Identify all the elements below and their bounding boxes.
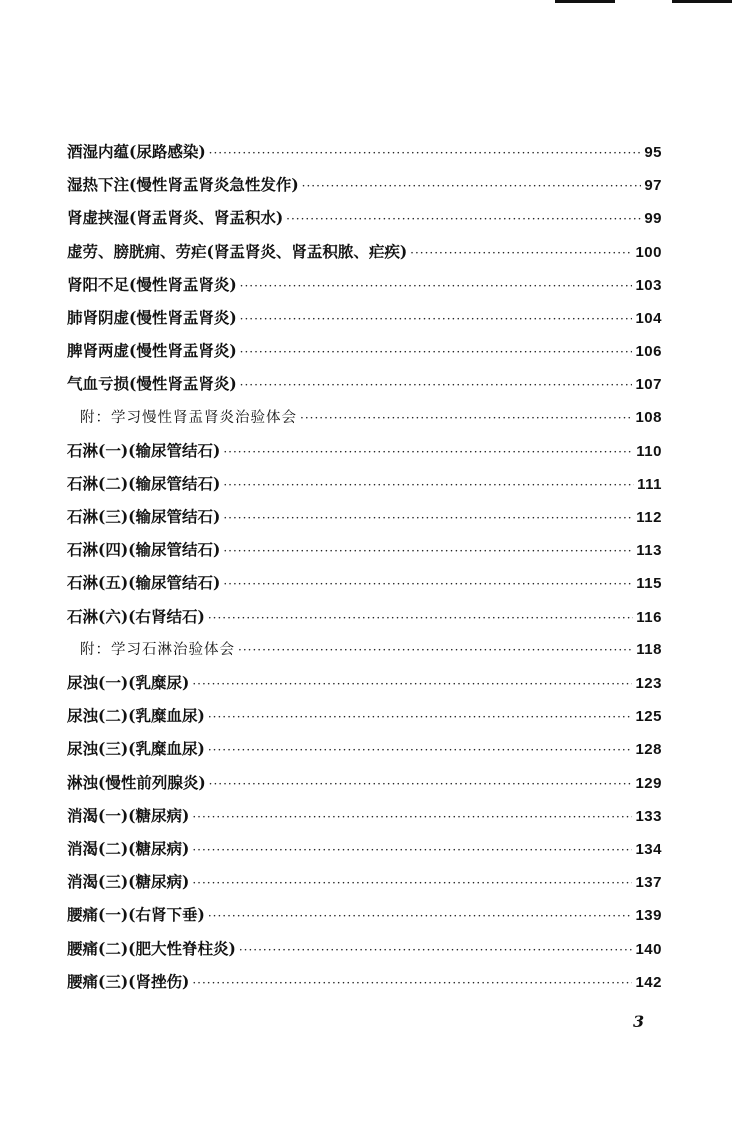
toc-entry-page: 97: [644, 177, 662, 195]
toc-entry: [67, 334, 662, 367]
toc-entry-page: 106: [635, 343, 662, 361]
toc-entry: [67, 235, 662, 268]
toc-entry-title: 尿浊(一)(乳糜尿): [67, 673, 190, 692]
toc-entry: [67, 268, 662, 301]
dot-leader: [192, 668, 632, 701]
toc-entry: [67, 467, 662, 500]
toc-entry: [67, 135, 662, 168]
toc-entry-page: 113: [636, 542, 662, 560]
toc-entry-page: 118: [636, 640, 662, 658]
toc-entry: [67, 666, 662, 699]
toc-entry-page: 142: [635, 973, 662, 991]
toc-entry: [67, 633, 662, 666]
dot-leader: [238, 634, 633, 667]
dot-leader: [208, 602, 633, 635]
table-of-contents: [67, 135, 662, 998]
toc-entry-title: 石淋(二)(输尿管结石): [67, 473, 221, 493]
toc-entry: [67, 401, 662, 434]
dot-leader: [192, 834, 632, 867]
toc-entry-page: 115: [636, 575, 662, 593]
toc-entry-page: 134: [635, 840, 662, 858]
dot-leader: [240, 270, 633, 303]
dot-leader: [239, 934, 633, 967]
dot-leader: [192, 867, 632, 900]
toc-entry-title: 肾虚挟湿(肾盂肾炎、肾盂积水): [67, 208, 284, 228]
toc-entry-title: 酒湿内蕴(尿路感染): [67, 142, 206, 161]
dot-leader: [223, 502, 633, 535]
toc-entry: [67, 600, 662, 633]
toc-entry-page: 116: [636, 608, 662, 626]
top-rule-left: [555, 0, 615, 3]
toc-entry: [67, 500, 662, 533]
toc-entry: [67, 832, 662, 865]
toc-entry-page: 111: [637, 475, 662, 493]
dot-leader: [223, 535, 633, 568]
toc-entry-title: 气血亏损(慢性肾盂肾炎): [67, 374, 237, 394]
toc-entry-title: 石淋(四)(输尿管结石): [67, 540, 221, 560]
toc-entry-title: 尿浊(三)(乳糜血尿): [67, 739, 205, 759]
dot-leader: [223, 469, 634, 502]
toc-entry-title: 肾阳不足(慢性肾盂肾炎): [67, 274, 237, 294]
toc-entry-title: 淋浊(慢性前列腺炎): [67, 772, 206, 792]
dot-leader: [302, 170, 642, 203]
toc-entry: [67, 799, 662, 832]
dot-leader: [300, 402, 632, 435]
page-number: 3: [633, 1012, 645, 1031]
toc-entry-page: 95: [644, 144, 662, 161]
toc-entry-title: 腰痛(三)(肾挫伤): [67, 971, 190, 991]
dot-leader: [208, 734, 633, 767]
toc-entry-page: 123: [635, 675, 662, 692]
toc-entry-page: 133: [635, 807, 662, 825]
toc-entry-title: 消渴(一)(糖尿病): [67, 805, 190, 825]
toc-entry-page: 125: [635, 708, 662, 726]
toc-entry-page: 103: [635, 276, 662, 294]
dot-leader: [209, 137, 642, 170]
toc-entry-title: 石淋(五)(输尿管结石): [67, 573, 221, 593]
dot-leader: [208, 900, 633, 933]
toc-entry-title: 附：学习慢性肾盂肾炎治验体会: [80, 409, 297, 426]
toc-entry-page: 110: [636, 442, 662, 460]
toc-entry-title: 腰痛(二)(肥大性脊柱炎): [67, 938, 236, 958]
toc-entry: [67, 566, 662, 599]
toc-entry-title: 虚劳、膀胱痈、劳疟(肾盂肾炎、肾盂积脓、疟疾): [67, 241, 408, 261]
dot-leader: [223, 568, 633, 601]
toc-entry: [67, 434, 662, 467]
toc-entry: [67, 699, 662, 732]
toc-entry-page: 108: [635, 408, 662, 426]
toc-entry: [67, 533, 662, 566]
toc-entry-title: 腰痛(一)(右肾下垂): [67, 905, 205, 925]
dot-leader: [410, 237, 632, 270]
toc-entry-page: 112: [636, 509, 662, 527]
toc-entry-page: 104: [635, 309, 662, 327]
toc-entry-page: 129: [635, 774, 662, 792]
toc-entry-title: 附：学习石淋治验体会: [80, 641, 235, 658]
toc-entry-page: 128: [635, 741, 662, 759]
dot-leader: [240, 336, 633, 369]
toc-entry-title: 尿浊(二)(乳糜血尿): [67, 706, 205, 726]
toc-entry-title: 湿热下注(慢性肾盂肾炎急性发作): [67, 175, 299, 195]
top-rule-right: [672, 0, 732, 3]
dot-leader: [223, 436, 633, 469]
toc-entry-page: 139: [635, 907, 662, 925]
toc-entry-page: 99: [644, 210, 662, 228]
toc-entry-title: 肺肾阴虚(慢性肾盂肾炎): [67, 307, 237, 327]
toc-entry-page: 140: [635, 940, 662, 958]
toc-entry: [67, 367, 662, 400]
toc-entry-title: 消渴(二)(糖尿病): [67, 838, 190, 858]
toc-entry: [67, 168, 662, 201]
dot-leader: [209, 768, 633, 801]
dot-leader: [192, 801, 632, 834]
toc-entry: [67, 898, 662, 931]
toc-entry: [67, 732, 662, 765]
dot-leader: [240, 369, 633, 402]
toc-entry: [67, 301, 662, 334]
toc-entry-page: 107: [635, 376, 662, 394]
toc-entry-title: 石淋(一)(输尿管结石): [67, 440, 221, 460]
toc-entry: [67, 865, 662, 898]
toc-entry: [67, 766, 662, 799]
toc-entry-title: 石淋(六)(右肾结石): [67, 606, 205, 626]
dot-leader: [286, 203, 641, 236]
toc-entry-title: 石淋(三)(输尿管结石): [67, 507, 221, 527]
dot-leader: [208, 701, 633, 734]
dot-leader: [192, 967, 632, 1000]
toc-entry: [67, 965, 662, 998]
toc-entry-title: 脾肾两虚(慢性肾盂肾炎): [67, 341, 237, 361]
toc-entry-title: 消渴(三)(糖尿病): [67, 872, 190, 892]
dot-leader: [240, 303, 633, 336]
toc-entry-page: 137: [635, 874, 662, 892]
toc-entry: [67, 932, 662, 965]
toc-entry-page: 100: [635, 243, 662, 261]
toc-entry: [67, 201, 662, 234]
